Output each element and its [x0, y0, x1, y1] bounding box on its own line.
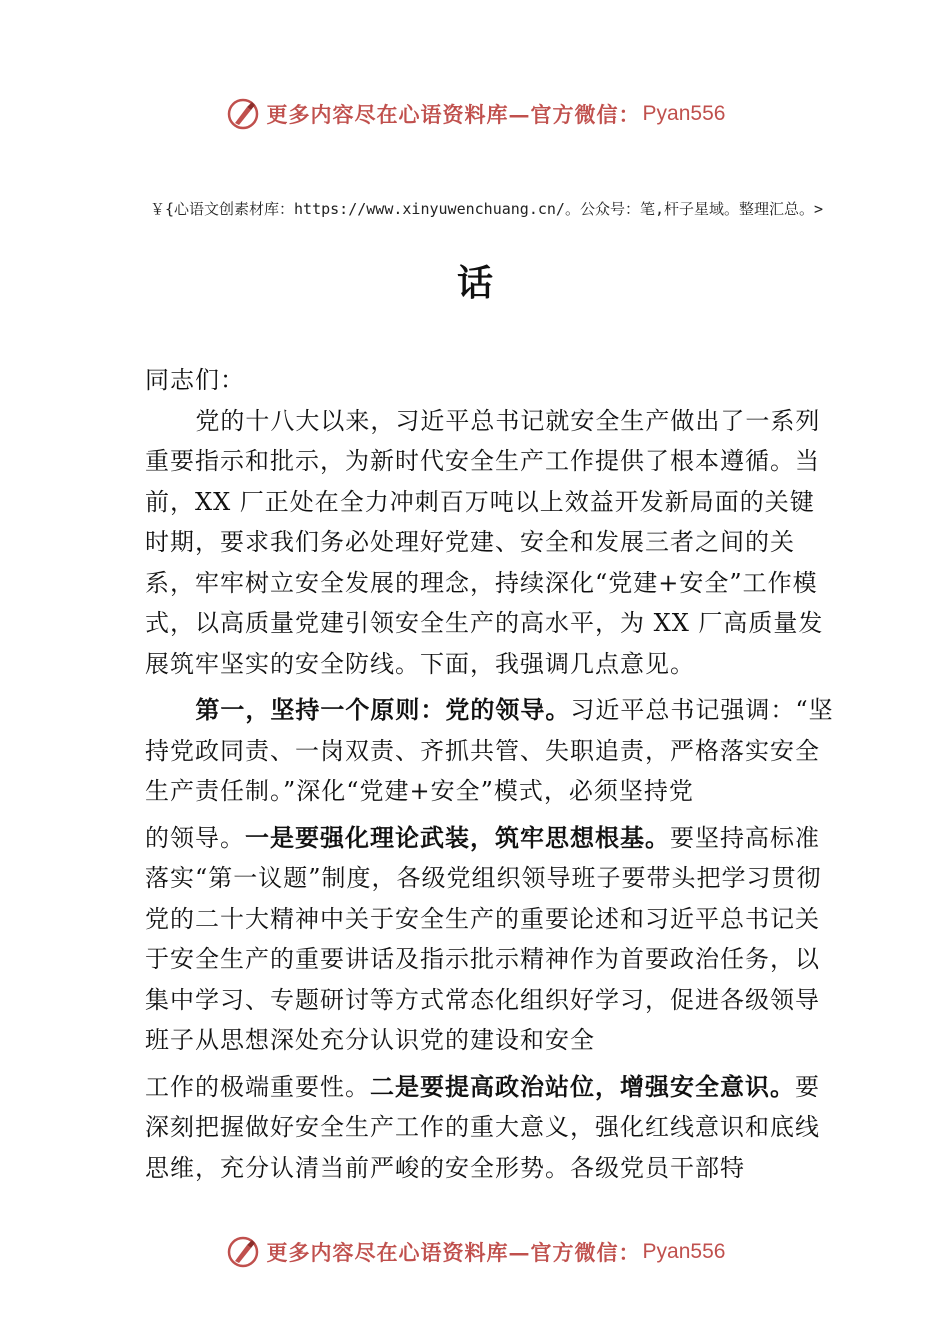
- paragraph-theory: [145, 818, 835, 1061]
- pen-nib-logo-icon: [225, 96, 261, 132]
- paragraph-political: [145, 1067, 835, 1189]
- paragraph-political-text: 要深刻把握做好安全生产工作的重大意义，强化红线意识和底线思维，充分认清当前严峻的安全形势。各级党员干部特: [145, 1072, 820, 1182]
- footer-banner: [0, 1232, 950, 1272]
- paragraph-first-principle-text: 习近平总书记强调：“坚持党政同责、一岗双责、齐抓共管、失职追责，严格落实安全生产责任制。”深化“党建+安全”模式，必须坚持党: [145, 696, 834, 805]
- footer-wechat-id: Pyan556: [642, 1240, 726, 1263]
- heading-first-principle: 第一，坚持一个原则：党的领导。: [195, 696, 571, 724]
- paragraph-theory-text: 要坚持高标准落实“第一议题”制度，各级党组织领导班子要带头把学习贯彻党的二十大精神中关于安全生产的重要论述和习近平总书记关于安全生产的重要讲话及指示批示精神作为首要政治任务，以集中学习、专题研讨等方式常态化组织好学习，促进各级领导班子从思想深处充分认识党的建设和安全: [145, 823, 822, 1054]
- header-wechat-id: Pyan556: [642, 102, 726, 125]
- heading-theory: 一是要强化理论武装，筑牢思想根基。: [245, 823, 670, 852]
- paragraph-political-lead: 工作的极端重要性。: [145, 1072, 370, 1101]
- paragraph-first-principle: [145, 690, 835, 812]
- salutation: 同志们：: [145, 366, 245, 394]
- document-body: [145, 360, 835, 1188]
- heading-political: 二是要提高政治站位，增强安全意识。: [370, 1072, 795, 1101]
- header-banner-text: 更多内容尽在心语资料库—官方微信：: [266, 102, 641, 127]
- source-line: ￥{心语文创素材库：https://www.xinyuwenchuang.cn/。公众号：笔,杆子星域。整理汇总。>: [150, 200, 824, 218]
- footer-banner-text: 更多内容尽在心语资料库—官方微信：: [266, 1240, 641, 1265]
- paragraph-theory-lead: 的领导。: [145, 823, 245, 852]
- header-banner: [0, 94, 950, 134]
- pen-nib-logo-icon: [225, 1234, 261, 1270]
- document-title: 话: [456, 262, 493, 304]
- paragraph-intro: 党的十八大以来，习近平总书记就安全生产做出了一系列重要指示和批示，为新时代安全生产工作提供了根本遵循。当前，XX 厂正处在全力冲刺百万吨以上效益开发新局面的关键时期，要求我们务必处理好党建、安全和发展三者之间的关系，牢牢树立安全发展的理念，持续深化“党建+安全”工作模式，以高质量党建引领安全生产的高水平，为 XX 厂高质量发展筑牢坚实的安全防线。下面，我强调几点意见。: [145, 406, 824, 678]
